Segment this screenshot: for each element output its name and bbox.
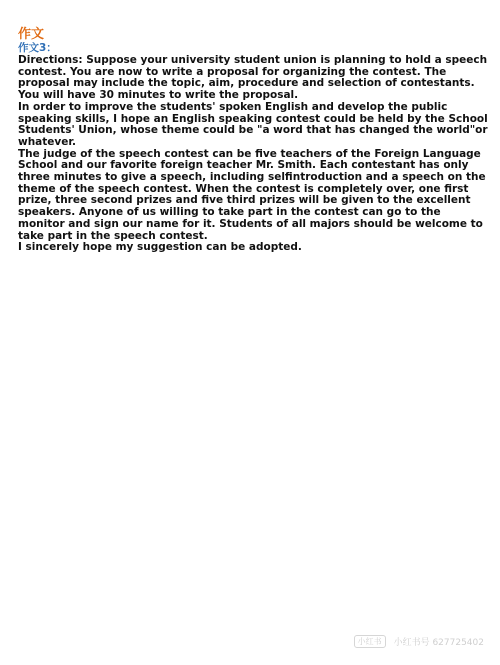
watermark [354,635,484,648]
essay-paragraph-details: The judge of the speech contest can be five teachers of the Foreign Language School and our favorite foreign teacher Mr. Smith. Each contestant has only three minutes to give a speech, including selfintroduction and a speech on the theme of the speech contest. When the contest is completely over, one first prize, three second prizes and five third prizes will be given to the excellent speakers. Anyone of us willing to take part in the contest can go to the monitor and sign our name for it. Students of all majors should be welcome to take part in the speech contest. [18,147,486,242]
essay-number-label: 作文3： [18,42,57,54]
essay-paragraph-closing: I sincerely hope my suggestion can be adopted. [18,241,302,254]
document-page [18,27,488,254]
section-heading: 作文 [18,27,45,42]
watermark-text: 小红书号 627725402 [393,638,484,648]
directions-paragraph: Directions: Suppose your university student union is planning to hold a speech contest. You are now to write a proposal for organizing the contest. The proposal may include the topic, aim, procedure and selection of contestants. You will have 30 minutes to write the proposal. [18,54,488,102]
watermark-logo: 小红书 [354,635,386,648]
essay-paragraph-intro: In order to improve the students' spoken English and develop the public speaking skills, I hope an English speaking contest could be held by the School Students' Union, whose theme could be "a word that has changed the world"or whatever. [18,100,488,148]
